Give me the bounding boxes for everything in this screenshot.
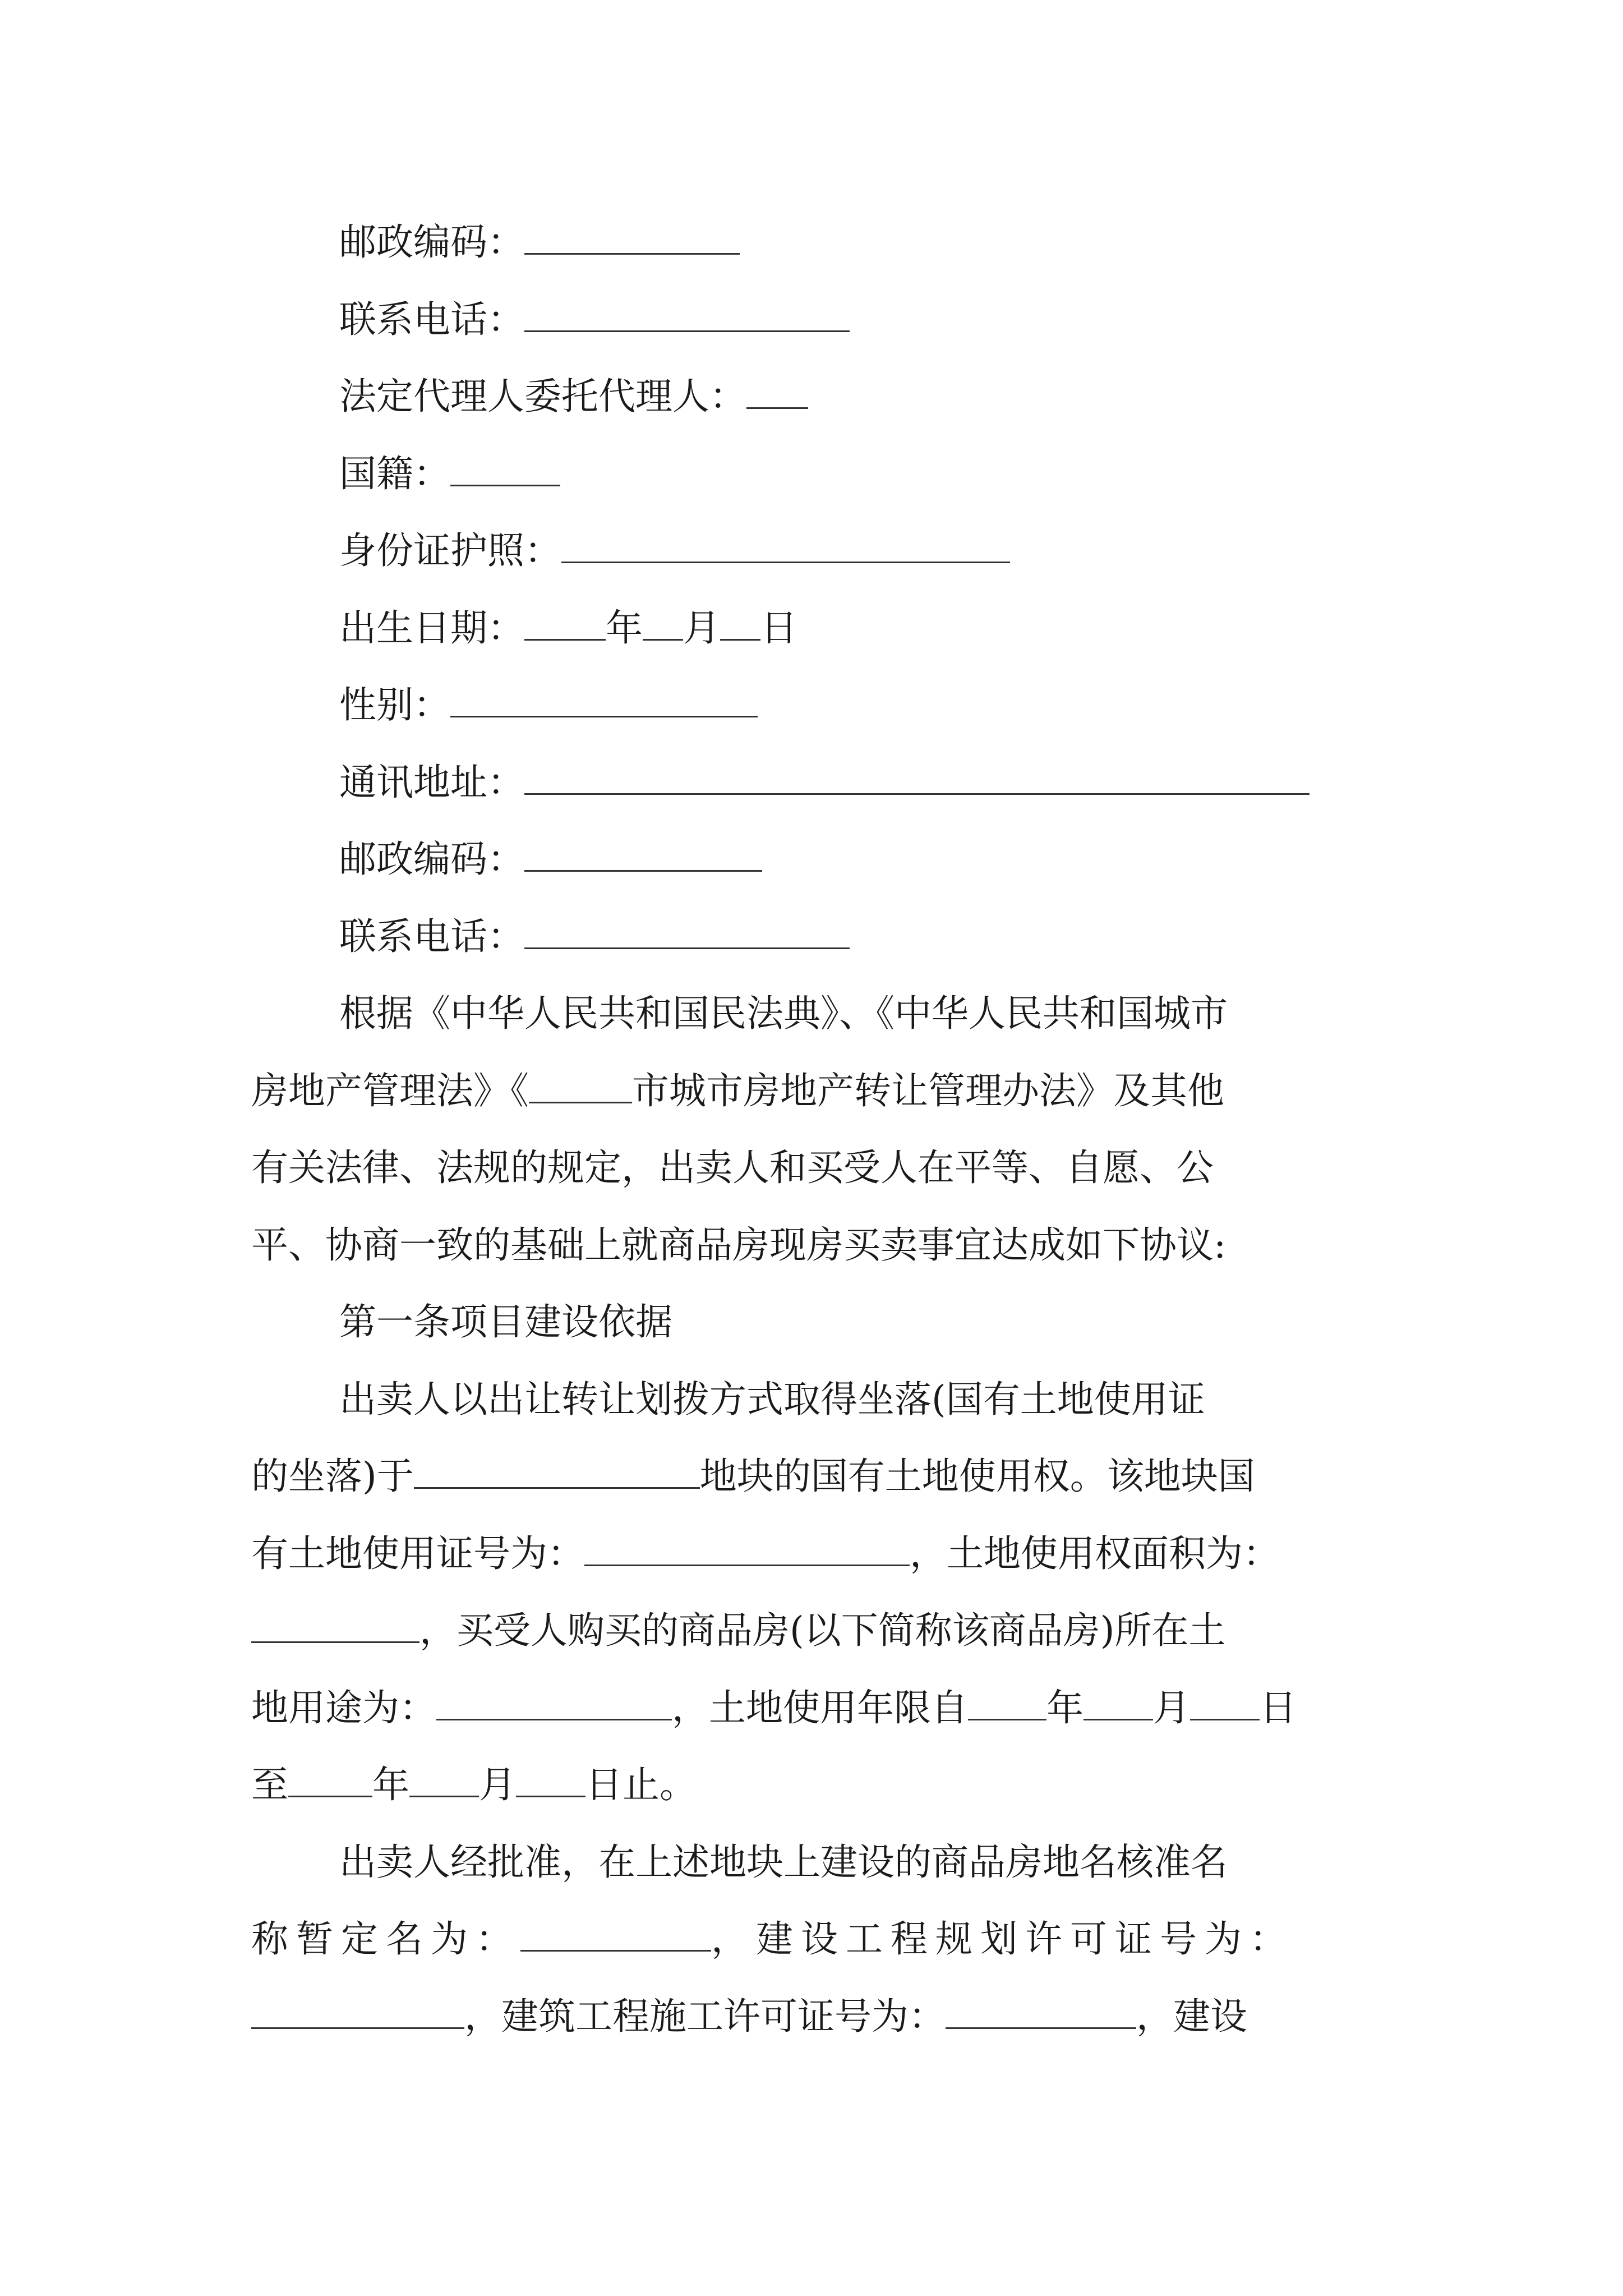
article-line-3	[251, 1529, 1280, 1579]
phone-field-2	[339, 912, 850, 962]
article-line-4	[251, 1605, 1226, 1656]
year-label: 年	[1046, 1686, 1083, 1729]
year-label: 年	[372, 1763, 409, 1806]
nationality-field	[339, 449, 560, 499]
article-text: 有土地使用证号为：	[251, 1532, 584, 1575]
blank-line[interactable]	[584, 1533, 910, 1566]
id-passport-field	[339, 526, 1010, 576]
intro-line-3: 有关法律、法规的规定，出卖人和买受人在平等、自愿、公	[251, 1146, 1214, 1189]
gender-field	[339, 680, 758, 730]
postal-code-field-1	[339, 217, 740, 268]
article-text: ，建筑工程施工许可证号为：	[464, 1995, 946, 2038]
blank-line[interactable]	[524, 299, 850, 332]
blank-line[interactable]	[1190, 1687, 1260, 1720]
blank-line[interactable]	[251, 1996, 464, 2029]
day-label: 日止。	[585, 1763, 697, 1806]
article-text: ，建设工程规划许可证号为：	[711, 1917, 1294, 1961]
blank-line[interactable]	[520, 1918, 711, 1952]
field-label: 联系电话：	[339, 915, 524, 958]
blank-line[interactable]	[436, 1687, 672, 1720]
month-label: 月	[1153, 1686, 1190, 1729]
article-line-1: 出卖人以出让转让划拨方式取得坐落(国有土地使用证	[339, 1378, 1205, 1421]
birth-date-field	[339, 603, 797, 654]
intro-line-2	[251, 1066, 1224, 1116]
article-text: 至	[251, 1763, 288, 1806]
article-p2-line-1: 出卖人经批准，在上述地块上建设的商品房地名核准名	[339, 1841, 1228, 1884]
field-label: 出生日期：	[339, 606, 524, 650]
blank-line[interactable]	[529, 1070, 632, 1103]
field-label: 身份证护照：	[339, 529, 561, 572]
day-label: 日	[1260, 1686, 1297, 1729]
field-label: 国籍：	[339, 452, 450, 495]
address-field	[339, 757, 1310, 808]
blank-line[interactable]	[524, 916, 850, 949]
month-label: 月	[683, 606, 720, 650]
blank-line[interactable]	[561, 530, 1010, 563]
blank-line[interactable]	[450, 453, 560, 486]
blank-line[interactable]	[516, 1764, 585, 1797]
phone-field-1	[339, 295, 850, 345]
postal-code-field-2	[339, 834, 762, 885]
article-line-5	[251, 1683, 1297, 1733]
article-text: 地块的国有土地使用权。该地块国	[699, 1455, 1255, 1498]
article-p2-line-3	[251, 1991, 1247, 2042]
field-label: 联系电话：	[339, 298, 524, 341]
blank-line[interactable]	[746, 376, 808, 409]
agent-field	[339, 371, 808, 422]
blank-line[interactable]	[524, 222, 740, 255]
blank-line[interactable]	[643, 608, 683, 641]
article-text: 称暂定名为：	[251, 1917, 520, 1961]
field-label: 邮政编码：	[339, 220, 524, 264]
blank-line[interactable]	[524, 608, 606, 641]
blank-line[interactable]	[1083, 1687, 1153, 1720]
blank-line[interactable]	[251, 1610, 419, 1643]
article-text: ，土地使用权面积为：	[910, 1532, 1280, 1575]
year-label: 年	[606, 606, 643, 650]
article-line-6	[251, 1760, 697, 1810]
intro-text: 房地产管理法》《	[251, 1069, 529, 1112]
intro-line-1: 根据《中华人民共和国民法典》、《中华人民共和国城市	[339, 992, 1228, 1035]
article-text: ，土地使用年限自	[672, 1686, 968, 1729]
blank-line[interactable]	[720, 608, 760, 641]
intro-text: 市城市房地产转让管理办法》及其他	[632, 1069, 1224, 1112]
article-text: 的坐落)于	[251, 1455, 414, 1498]
article-text: ，买受人购买的商品房(以下简称该商品房)所在土	[419, 1609, 1226, 1652]
blank-line[interactable]	[450, 684, 758, 717]
blank-line[interactable]	[524, 839, 762, 872]
article-text: 地用途为：	[251, 1686, 436, 1729]
blank-line[interactable]	[409, 1764, 479, 1797]
field-label: 性别：	[339, 683, 450, 726]
blank-line[interactable]	[288, 1764, 372, 1797]
field-label: 法定代理人委托代理人：	[339, 375, 746, 418]
article-title: 第一条项目建设依据	[339, 1300, 672, 1343]
field-label: 邮政编码：	[339, 838, 524, 881]
blank-line[interactable]	[968, 1687, 1046, 1720]
day-label: 日	[760, 606, 797, 650]
intro-line-4: 平、协商一致的基础上就商品房现房买卖事宜达成如下协议:	[251, 1223, 1227, 1267]
article-p2-line-2	[251, 1914, 1294, 1964]
blank-line[interactable]	[414, 1456, 700, 1489]
article-line-2	[251, 1451, 1255, 1502]
blank-line[interactable]	[524, 762, 1310, 795]
month-label: 月	[479, 1763, 516, 1806]
blank-line[interactable]	[946, 1996, 1136, 2029]
article-text: ，建设	[1136, 1995, 1247, 2038]
field-label: 通讯地址：	[339, 761, 524, 804]
